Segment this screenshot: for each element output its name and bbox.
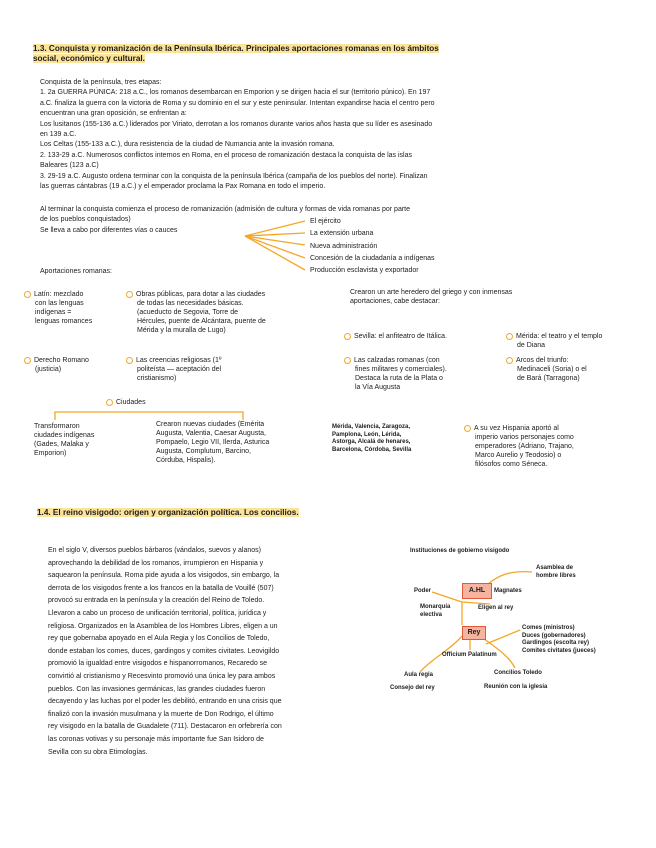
bullet-icon xyxy=(24,291,31,298)
asamblea-label: Asamblea de hombre libres xyxy=(536,565,576,579)
bullet-icon xyxy=(126,357,133,364)
aportaciones-title: Aportaciones romanas: xyxy=(40,268,112,275)
poder-label: Poder xyxy=(414,588,432,594)
transformaron-item: Transformaron ciudades indígenas (Gades, Malaka y Emporion) xyxy=(34,423,95,457)
magnates-label: Magnates xyxy=(494,588,522,594)
bullet-icon xyxy=(344,333,351,340)
bullet-icon xyxy=(344,357,351,364)
romanization-vias xyxy=(310,216,435,277)
hispania-item: A su vez Hispania aportó al imperio varios personajes como emperadores (Adriano, Trajano, Marco Aurelio y Teodosio) o filósofos como Séneca. xyxy=(464,424,574,469)
via-item: Concesión de la ciudadanía a indígenas xyxy=(310,254,435,262)
obras-item: Obras públicas, para dotar a las ciudades de todas las necesidades básicas. (acueducto de Segovia, Torre de Hércules, puente de Alcántara, puente de Mérida y la muralla de Lugo) xyxy=(126,290,341,335)
diagram-title: Instituciones de gobierno visigodo xyxy=(410,548,510,554)
creencias-item: Las creencias religiosas (1º politeísta — aceptación del cristianismo) xyxy=(126,356,221,383)
section-1-title: 1.3. Conquista y romanización de la Península Ibérica. Principales aportaciones romanas en los ámbitos social, económico y cultural. xyxy=(33,44,439,64)
via-item: Nueva administración xyxy=(310,242,378,250)
conquest-stages: Conquista de la península, tres etapas: 1. 2a GUERRA PÚNICA: 218 a.C., los romanos desembarcan en Emporion y se dirigen hacia el sur (territorio púnico). En 197 a.C. finaliza la guerra con la victoria de Roma y su dominio en el sur y este peninsular. Intentan expandirse hacia el centro pero encuentran una gran oposición, se enfrentan a: Los lusitanos (155-136 a.C.) liderados por Viriato, derrotan a los romanos durante varios años hasta que su líder es asesinado en 139 a.C. Los Celtas (155-133 a.C.), dura resistencia de la ciudad de Numancia ante la invasión romana. 2. 133-29 a.C. Numerosos conflictos internos en Roma, en el proceso de romanización destaca la conquista de las islas Baleares (123 a.C) 3. 29-19 a.C. Augusto ordena terminar con la conquista de la península Ibérica (campaña de los pueblos del norte). Finalizan las guerras cántabras (19 a.C.) y el emperador proclama la Pax Romana en todo el imperio. xyxy=(40,79,435,191)
monarquia-label: Monarquía electiva xyxy=(420,604,451,618)
via-item: La extensión urbana xyxy=(310,230,374,238)
latin-item: Latín: mezclado con las lenguas indígenas = lenguas romances xyxy=(24,290,124,326)
merida-item: Mérida: el teatro y el templo de Diana xyxy=(506,332,641,350)
bullet-icon xyxy=(464,425,471,432)
arte-item: Crearon un arte heredero del griego y con inmensas aportaciones, cabe destacar: xyxy=(350,289,513,305)
ahl-box: A.HL xyxy=(462,583,492,599)
via-item: El ejército xyxy=(310,218,341,225)
bullet-icon xyxy=(24,357,31,364)
derecho-item: Derecho Romano (justicia) xyxy=(24,356,89,374)
calzadas-item: Las calzadas romanas (con fines militares y comerciales). Destaca la ruta de la Plata o la Vía Augusta xyxy=(344,356,447,392)
eligen-label: Eligen al rey xyxy=(478,605,514,611)
concilios-label: Concilios Toledo xyxy=(494,670,542,676)
bullet-icon xyxy=(506,357,513,364)
bullet-icon xyxy=(126,291,133,298)
rey-box: Rey xyxy=(462,626,486,640)
ciudades-item: Ciudades xyxy=(106,398,146,407)
bullet-icon xyxy=(506,333,513,340)
romanization-text: Al terminar la conquista comienza el proceso de romanización (admisión de cultura y formas de vida romanas por parte de los pueblos conquistados) Se lleva a cabo por diferentes vías o cauces xyxy=(40,206,411,234)
aula-label: Aula regia xyxy=(404,672,434,678)
officium-label: Officium Palatinum xyxy=(442,652,497,658)
visigoth-paragraph: En el siglo V, diversos pueblos bárbaros (vándalos, suevos y alanos) aprovechando la debilidad de los romanos, irrumpieron en Hispania y saquearon la península. Roma pide ayuda a los visigodos, sin embargo, la derrota de los visigodos frente a los francos en la batalla de Vouillé (507) provocó su entrada en la península y la creación del Reino de Toledo. Llevaron a cabo un proceso de unificación territorial, política, jurídica y religiosa. Organizados en la Asamblea de los Hombres Libres, eligen a un rey que gobernaba apoyado en el Aula Regia y los Concilios de Toledo, donde estaban los comes, duces, gardingos y comites civitates. Leovigildo promovió la igualdad entre visigodos e hispanorromanos, Recaredo se convirtió al cristianismo y Recesvinto promovió una única ley para ambos pueblos. Con las invasiones germánicas, las grandes ciudades fueron decayendo y las luchas por el poder les debilitó, entrando en una crisis que finalizó con la invasión musulmana y la muerte de Don Rodrigo, el último rey visigodo en la batalla de Guadalete (711). Destacaron en orfebrería con las coronas votivas y su personaje más importante fue San Isidoro de Sevilla con su obra Etimologías. xyxy=(48,547,282,756)
via-item: Producción esclavista y exportador xyxy=(310,267,419,275)
arcos-item: Arcos del triunfo: Medinaceli (Soria) o el de Bará (Tarragona) xyxy=(506,356,587,383)
reunion-label: Reunión con la iglesia xyxy=(484,684,548,690)
consejo-label: Consejo del rey xyxy=(390,685,435,691)
nuevas-ciudades-item: Crearon nuevas ciudades (Emérita Augusta, Valentia, Caesar Augusta, Pompaelo, Legio VII, Ilerda, Asturica Augusta, Complutum, Barcino, Córduba, Hispalis). xyxy=(156,421,270,464)
bullet-icon xyxy=(106,399,113,406)
sevilla-item: Sevilla: el anfiteatro de Itálica. xyxy=(344,332,447,341)
cargos-list: Comes (ministros) Duces (gobernadores) Gardingos (escolta rey) Comites civitates (jueces) xyxy=(522,625,596,654)
nombres-actuales: Mérida, Valencia, Zaragoza, Pamplona, León, Lérida, Astorga, Alcalá de henares, Barcelona, Córdoba, Sevilla xyxy=(332,424,412,453)
section-2-title: 1.4. El reino visigodo: origen y organización política. Los concilios. xyxy=(37,508,299,517)
